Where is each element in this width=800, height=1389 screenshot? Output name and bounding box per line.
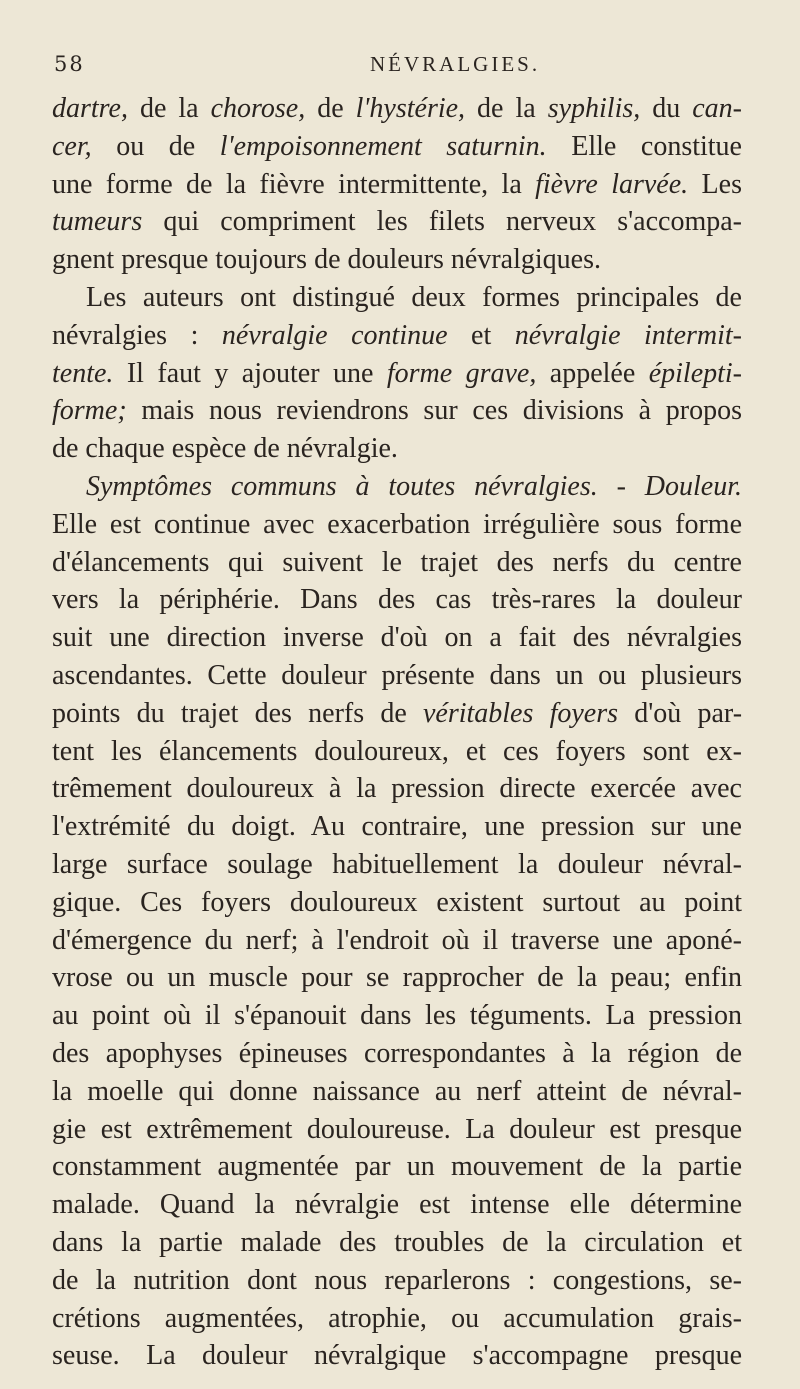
text-run: de [305,93,356,124]
text-line [52,808,742,846]
text-run: dans la partie malade des troubles de la circulation et [52,1226,742,1258]
text-run: trêmement douloureux à la pression directe exercée avec [52,773,742,805]
text-line [52,544,742,582]
text-run: qui compriment les filets nerveux s'accompa- [142,206,742,238]
text-run: suit une direction inverse d'où on a fait des névralgies [52,622,742,654]
text-line [52,770,742,808]
text-run: Il faut y ajouter une [113,357,387,389]
running-head [40,52,780,80]
text-run: d'où par- [618,697,742,729]
text-line [52,355,742,393]
text-line [52,203,742,241]
text-run: de la [465,93,548,124]
text-run: points du trajet des nerfs de [52,697,423,729]
page-number: 58 [54,52,85,76]
italic-run: can- [692,93,742,124]
text-run: Elle constitue [546,130,742,162]
italic-run: névralgie continue [221,319,448,351]
text-line [52,581,742,619]
text-run: des apophyses épineuses correspondantes à la région de [52,1037,742,1069]
text-run: gie est extrêmement douloureuse. La douleur est presque [52,1113,742,1145]
text-line [52,1073,742,1111]
text-line [52,430,742,468]
text-run: vrose ou un muscle pour se rapprocher de la peau; enfin [52,962,742,994]
text-run: la moelle qui donne naissance au nerf atteint de névral- [52,1075,742,1107]
text-run: tent les élancements douloureux, et ces foyers sont ex- [52,735,742,767]
text-run: de la nutrition dont nous reparlerons : congestions, se- [52,1264,742,1296]
text-run: l'extrémité du doigt. Au contraire, une pression sur une [52,811,742,843]
text-run: Elle est continue avec exacerbation irrégulière sous forme [52,508,742,540]
italic-run: dartre, [52,93,128,124]
italic-run: tente. [52,357,114,389]
text-line [52,884,742,922]
text-run: crétions augmentées, atrophie, ou accumulation grais- [52,1302,742,1334]
text-line [52,1337,742,1375]
text-run: névralgies : [52,319,222,351]
italic-run: l'hystérie, [355,93,466,124]
italic-run: tumeurs [52,206,143,238]
italic-run: Symptômes communs à toutes névralgies. - Douleur. [86,470,742,502]
italic-run: épilepti- [648,357,742,389]
text-line [52,317,742,355]
text-run: vers la périphérie. Dans des cas très-rares la douleur [52,584,742,616]
text-line [52,1300,742,1338]
text-run: constamment augmentée par un mouvement de la partie [52,1151,742,1183]
text-run: malade. Quand la névralgie est intense elle détermine [52,1189,742,1221]
italic-run: l'empoisonnement saturnin. [219,130,547,162]
text-run: seuse. La douleur névralgique s'accompagne presque [52,1340,742,1372]
text-run: de chaque espèce de névralgie. [52,433,398,465]
text-line [52,241,742,279]
text-run: appelée [536,357,649,389]
text-run: de la [127,93,211,124]
text-line [52,90,742,128]
text-line [52,959,742,997]
body-text [52,90,742,1375]
text-line [52,506,742,544]
text-line [52,1186,742,1224]
italic-run: fièvre larvée. [535,168,689,200]
text-run: une forme de la fièvre intermittente, la [52,168,536,200]
italic-run: véritables foyers [422,697,619,729]
chapter-title: NÉVRALGIES. [370,52,541,76]
text-line [52,1035,742,1073]
text-run: et [447,319,515,351]
text-line [52,922,742,960]
italic-run: syphilis, [547,93,641,124]
italic-run: forme; [52,395,127,427]
italic-run: cer, [52,130,92,162]
text-run: Les auteurs ont distingué deux formes principales de [86,281,742,313]
text-line [52,392,742,430]
text-line [52,279,742,317]
italic-run: forme grave, [386,357,537,389]
text-line [52,468,742,506]
text-line [52,1111,742,1149]
text-line [52,166,742,204]
text-run: d'élancements qui suivent le trajet des nerfs du centre [52,546,742,578]
text-run: ou de [91,130,220,162]
text-run: gique. Ces foyers douloureux existent surtout au point [52,886,742,918]
text-line [52,733,742,771]
text-line [52,619,742,657]
text-line [52,695,742,733]
italic-run: névralgie intermit- [514,319,742,351]
text-line [52,997,742,1035]
text-line [52,1224,742,1262]
text-line [52,1148,742,1186]
text-run: ascendantes. Cette douleur présente dans un ou plusieurs [52,659,742,691]
text-run: gnent presque toujours de douleurs névralgiques. [52,244,601,276]
text-run: mais nous reviendrons sur ces divisions à propos [126,395,742,427]
text-run: d'émergence du nerf; à l'endroit où il traverse une aponé- [52,924,742,956]
text-run: du [640,93,693,124]
text-line [52,128,742,166]
text-line [52,846,742,884]
text-run: Les [688,168,742,200]
text-line [52,1262,742,1300]
text-run: large surface soulage habituellement la douleur névral- [52,848,742,880]
text-line [52,657,742,695]
text-run: au point où il s'épanouit dans les téguments. La pression [52,1000,742,1032]
italic-run: chorose, [210,93,306,124]
